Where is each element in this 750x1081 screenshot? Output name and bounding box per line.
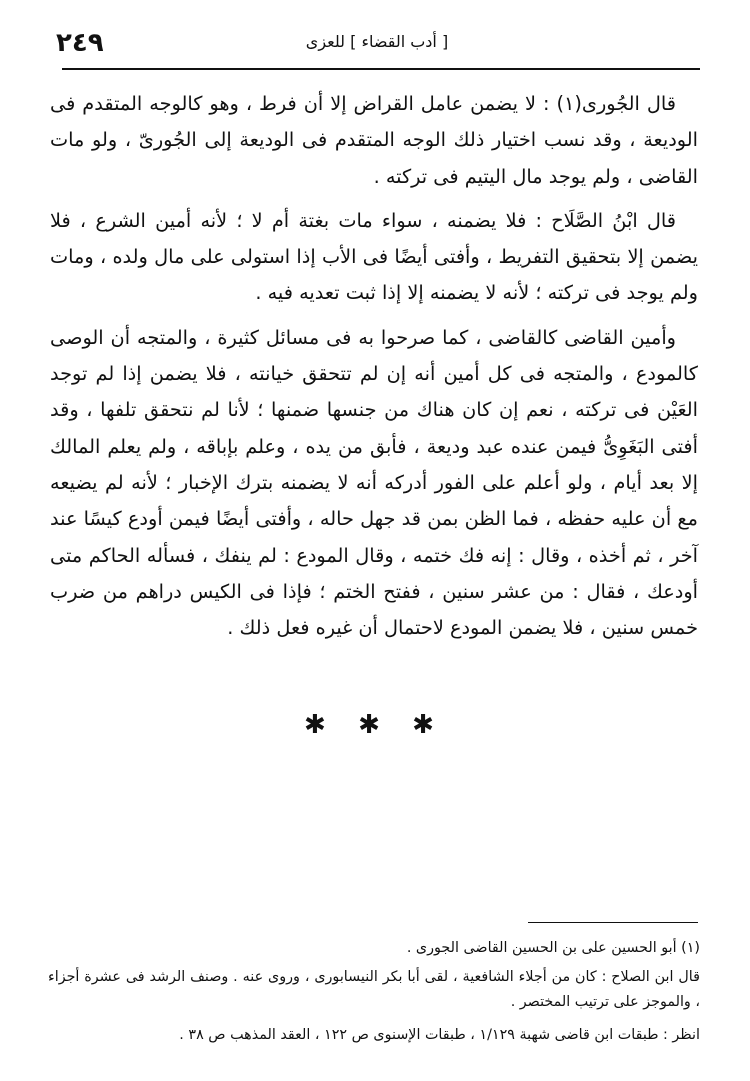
header-rule [62,68,700,70]
footnote-1-detail: قال ابن الصلاح : كان من أجلاء الشافعية ، لقى أبا بكر النيسابورى ، وروى عنه . وصنف الرشد فى عشرة أجزاء ، والموجز على ترتيب المختصر . [48,969,700,1010]
main-text [50,86,698,654]
footnote-1-references: انظر : طبقات ابن قاضى شهبة ١/١٢٩ ، طبقات الإسنوى ص ١٢٢ ، العقد المذهب ص ٣٨ . [179,1027,700,1043]
running-title: [ أدب القضاء ] للعزى [305,32,449,51]
footnote-rule [528,922,698,923]
footnotes [48,936,700,1048]
paragraph-3: وأمين القاضى كالقاضى ، كما صرحوا به فى مسائل كثيرة ، والمتجه أن الوصى كالمودع ، والمتجه فى كل أمين أنه إن لم تتحقق خيانته ، فلا يضمن إذا لم توجد العَيْن فى تركته ، نعم إن كان هناك من جنسها ضمنها ؛ لأنا لم نتحقق تلفها ، وقد أفتى البَغَوِىُّ فيمن عنده عبد وديعة ، فأبق من يده ، وعلم بإباقه ، ولم يعلم المالك إلا بعد أيام ، ولو أعلم على الفور أدركه أنه لا يضمنه بترك الإخبار ؛ لأنه لم يضيعه مع أن عليه حفظه ، فما الظن بمن قد جهل حاله ، وأفتى أيضًا فيمن أودع كيسًا عند آخر ، ثم أخذه ، وقال : إنه فك ختمه ، وقال المودع : لم ينفك ، فسأله الحاكم متى أودعك ، فقال : من عشر سنين ، ففتح الختم ؛ فإذا فى الكيس دراهم من ضرب خمس سنين ، فلا يضمن المودع لاحتمال أن غيره فعل ذلك . [50,325,698,640]
page-number: ٢٤٩ [56,28,104,58]
section-separator: ✱ ✱ ✱ [304,710,446,740]
paragraph-2: قال ابْنُ الصَّلَاح : فلا يضمنه ، سواء مات بغتة أم لا ؛ لأنه أمين الشرع ، فلا يضمن إلا بتحقيق التفريط ، وأفتى أيضًا فى الأب إذا استولى على مال ولده ، ومات ولم يوجد فى تركته ؛ لأنه لا يضمنه إلا إذا ثبت تعديه فيه . [50,208,698,305]
paragraph-1: قال الجُورى(١) : لا يضمن عامل القراض إلا أن فرط ، وهو كالوجه المتقدم فى الوديعة ، وقد نسب اختيار ذلك الوجه المتقدم فى الوديعة إلى الجُورىّ ، ولو مات القاضى ، ولم يوجد مال اليتيم فى تركته . [50,92,698,188]
footnote-1: (١) أبو الحسين على بن الحسين القاضى الجورى . [406,940,700,956]
page-header [56,20,698,64]
